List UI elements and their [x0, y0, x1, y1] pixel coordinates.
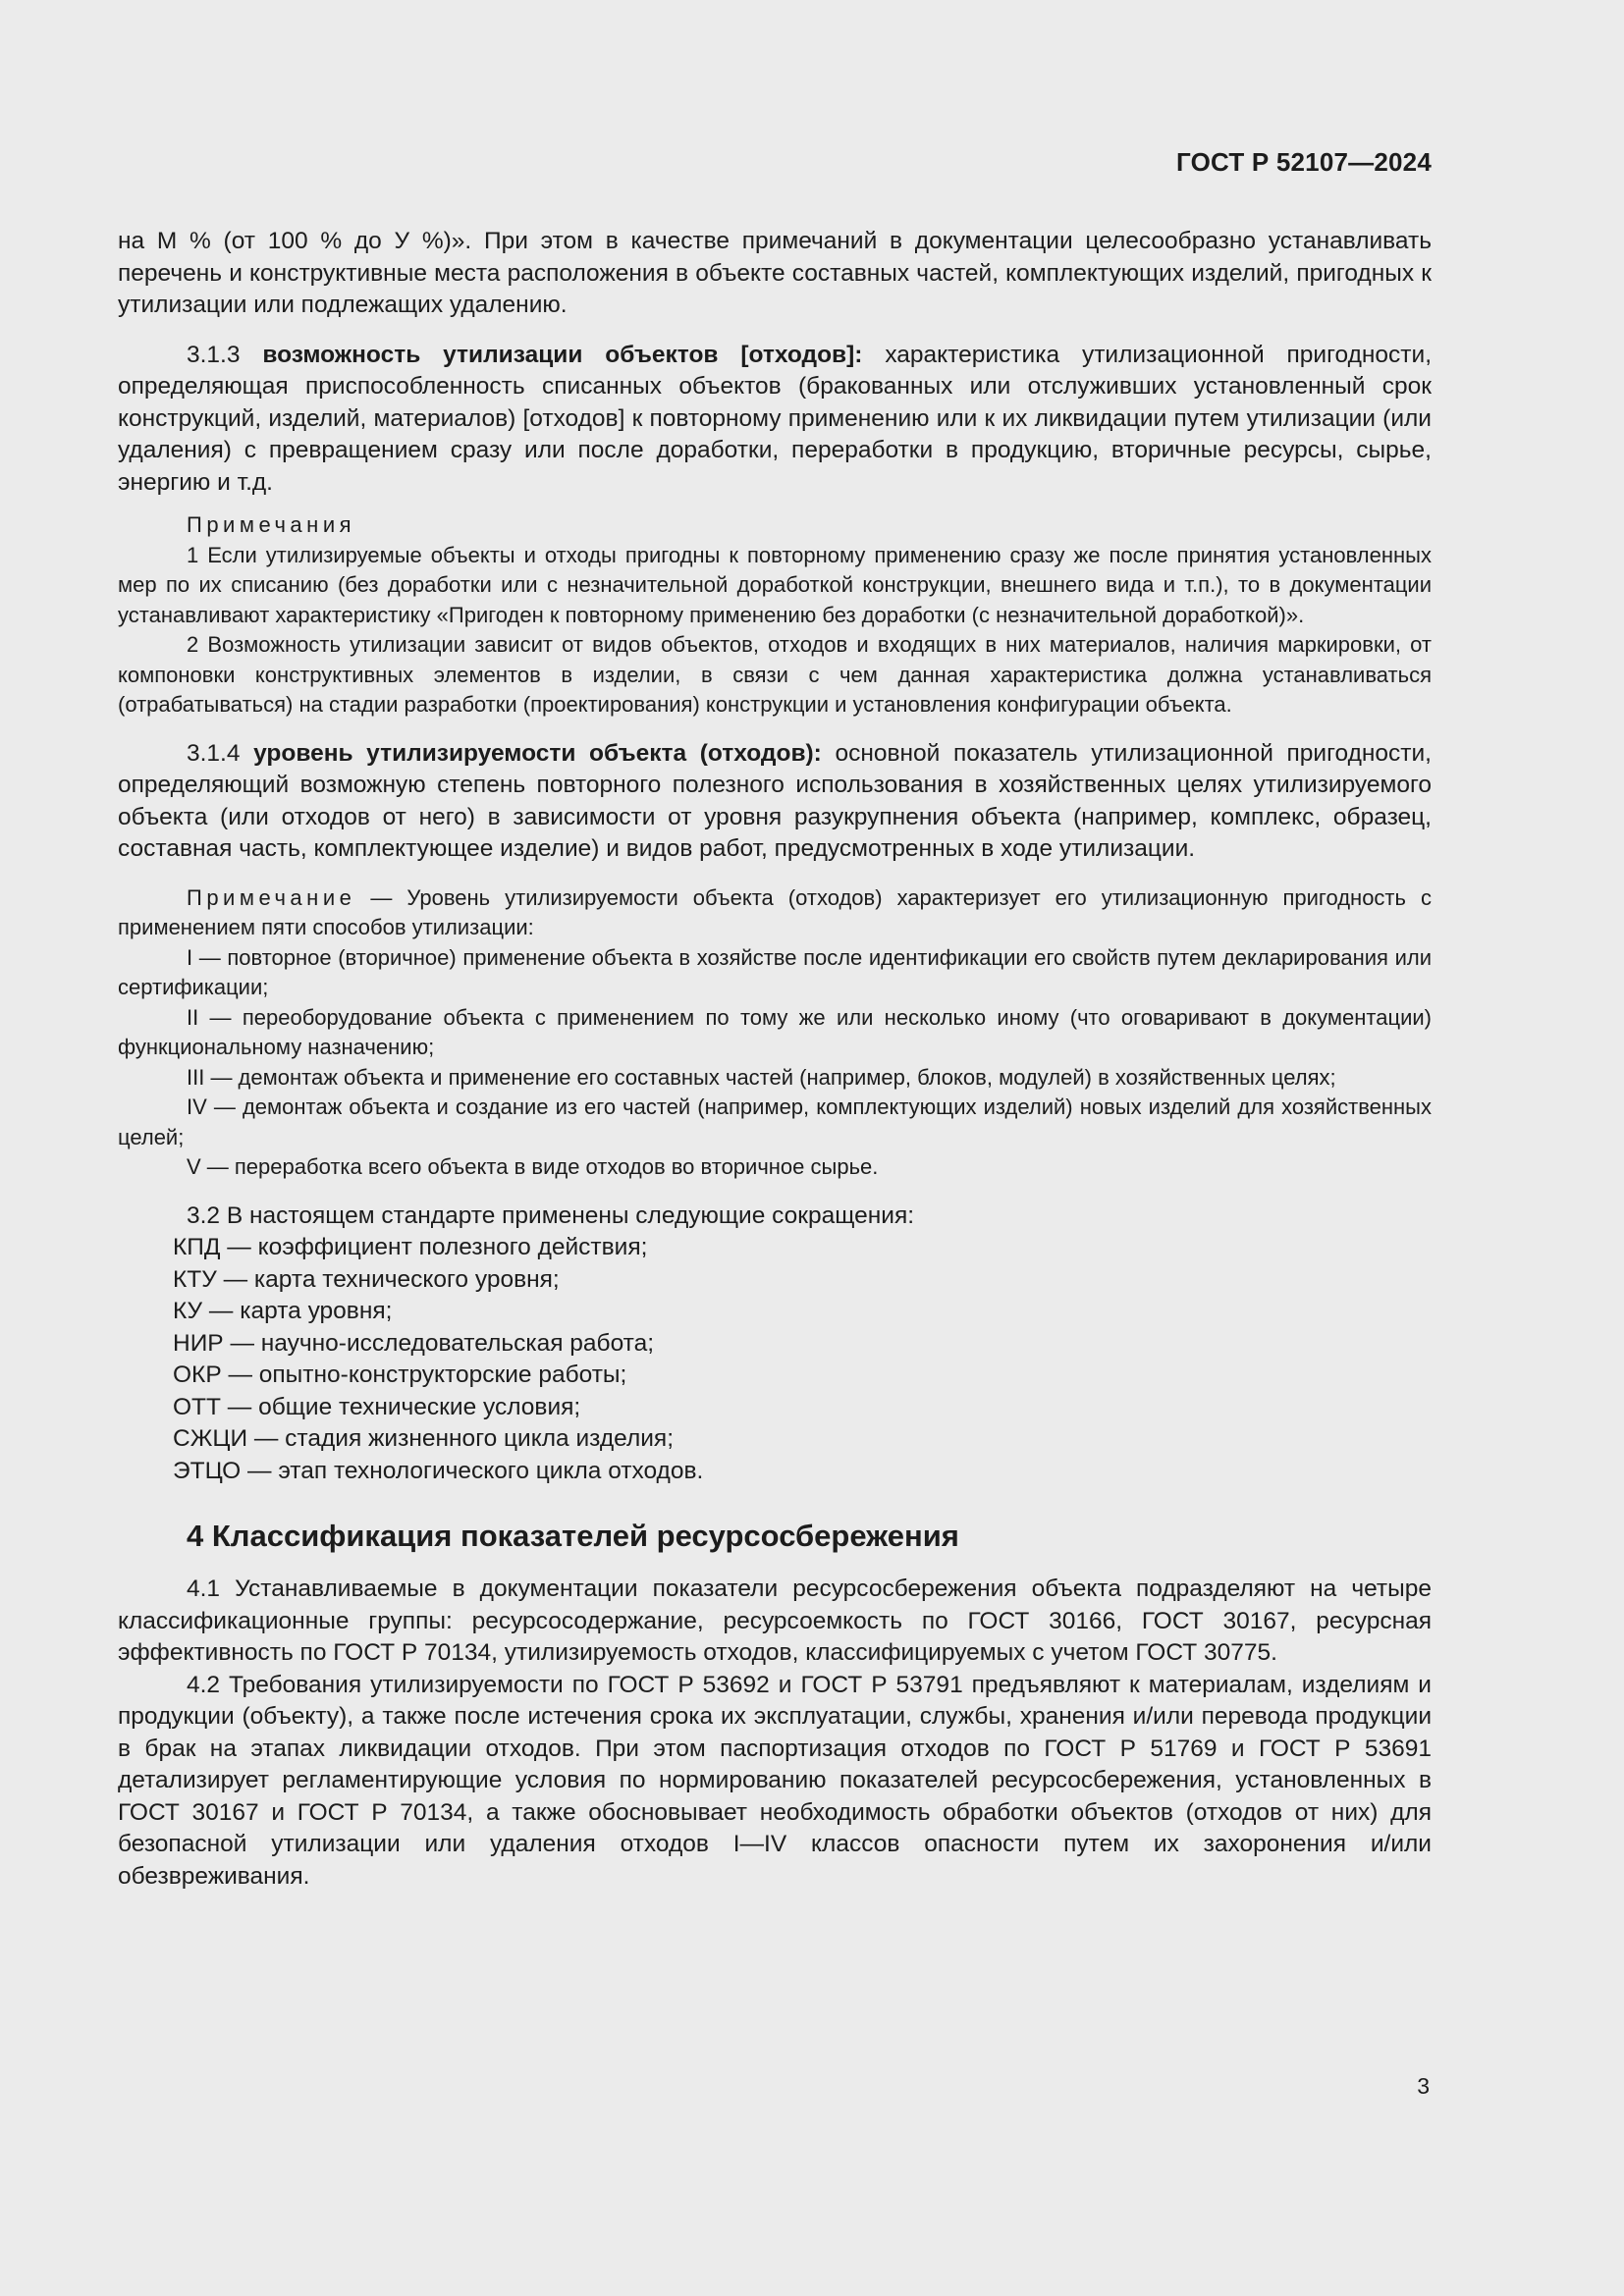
method-item: IV — демонтаж объекта и создание из его частей (например, комплектующих изделий) новых изделий для хозяйственных целей; — [118, 1095, 1432, 1149]
notes-heading: Примечания — [187, 512, 356, 537]
clause-number: 3.1.3 — [187, 341, 241, 368]
abbreviation-item: КПД — коэффициент полезного действия; — [173, 1234, 648, 1260]
page-number: 3 — [1417, 2073, 1430, 2099]
term-heading: уровень утилизируемости объекта (отходов): — [253, 739, 822, 767]
clause-3-1-4 — [118, 738, 1432, 866]
section-4-title: 4 Классификация показателей ресурсосбережения — [187, 1519, 959, 1553]
term-heading: возможность утилизации объектов [отходов]: — [262, 341, 863, 368]
method-item: I — повторное (вторичное) применение объекта в хозяйстве после идентификации его свойств путем декларирования или сертификации; — [118, 944, 1432, 999]
method-item: II — переоборудование объекта с применением по тому же или несколько иному (что оговаривают в документации) функциональному назначению; — [118, 1004, 1432, 1059]
method-item: III — демонтаж объекта и применение его составных частей (например, блоков, модулей) в хозяйственных целях; — [187, 1064, 1336, 1090]
method-item: V — переработка всего объекта в виде отходов во вторичное сырье. — [187, 1154, 879, 1179]
note-text: — Уровень утилизируемости объекта (отходов) характеризует его утилизационную пригодность с применением пяти способов утилизации: — [118, 884, 1432, 939]
note-1: 1 Если утилизируемые объекты и отходы пригодны к повторному применению сразу же после принятия установленных мер по их списанию (без доработки или с незначительной доработкой конструкции, внешнего вида и т.п.), то в документации устанавливают характеристику «Пригоден к повторному применению без доработки (с незначительной доработкой)». — [118, 542, 1432, 627]
clause-text: характеристика утилизационной пригодности, определяющая приспособленность списанных объектов (бракованных или отслуживших установленный срок конструкций, изделий, материалов) [отходов] к повторному применению или к их ликвидации путем утилизации (или удаления) с превращением сразу или после доработки, переработки в продукцию, вторичные ресурсы, сырье, энергию и т.д. — [118, 341, 1433, 496]
clause-3-2-intro: 3.2 В настоящем стандарте применены следующие сокращения: — [187, 1201, 915, 1229]
abbreviation-item: ОКР — опытно-конструкторские работы; — [173, 1362, 627, 1388]
abbreviation-item: КТУ — карта технического уровня; — [173, 1265, 560, 1293]
clause-4-1: 4.1 Устанавливаемые в документации показатели ресурсосбережения объекта подразделяют на четыре классификационные группы: ресурсосодержание, ресурсоемкость по ГОСТ 30166, ГОСТ 30167, ресурсная эффективность по ГОСТ Р 70134, утилизируемость отходов, классифицируемых с учетом ГОСТ 30775. — [118, 1575, 1432, 1666]
note-2: 2 Возможность утилизации зависит от видов объектов, отходов и входящих в них материалов, наличия маркировки, от компоновки конструктивных элементов в изделии, в связи с чем данная характеристика должна устанавливаться (отрабатываться) на стадии разработки (проектирования) конструкции и установления конфигурации объекта. — [118, 632, 1432, 717]
abbreviation-item: КУ — карта уровня; — [173, 1298, 393, 1324]
note-heading: Примечание — [187, 884, 356, 910]
document-body — [118, 226, 1432, 1893]
note-3-1-4 — [118, 883, 1432, 943]
intro-paragraph: на М % (от 100 % до У %)». При этом в качестве примечаний в документации целесообразно устанавливать перечень и конструктивные места расположения в объекте составных частей, комплектующих изделий, пригодных к утилизации или подлежащих удалению. — [118, 228, 1432, 318]
abbreviation-item: ЭТЦО — этап технологического цикла отходов. — [173, 1457, 704, 1484]
clause-4-2: 4.2 Требования утилизируемости по ГОСТ Р 53692 и ГОСТ Р 53791 предъявляют к материалам, изделиям и продукции (объекту), а также после истечения срока их эксплуатации, службы, хранения и/или перевода продукции в брак на этапах ликвидации отходов. При этом паспортизация отходов по ГОСТ Р 51769 и ГОСТ Р 53691 детализирует регламентирующие условия по нормированию показателей ресурсосбережения, установленных в ГОСТ 30167 и ГОСТ Р 70134, а также обосновывает необходимость обработки объектов (отходов от них) для безопасной утилизации или удаления отходов I—IV классов опасности путем их захоронения и/или обезвреживания. — [118, 1671, 1432, 1890]
clause-number: 3.1.4 — [187, 739, 241, 767]
abbreviation-item: СЖЦИ — стадия жизненного цикла изделия; — [173, 1425, 675, 1452]
abbreviation-item: НИР — научно-исследовательская работа; — [173, 1329, 655, 1357]
clause-text: основной показатель утилизационной пригодности, определяющий возможную степень повторного полезного использования в хозяйственных целях утилизируемого объекта (или отходов от него) в зависимости от уровня разукрупнения объекта (например, комплекс, образец, составная часть, комплектующее изделие) и видов работ, предусмотренных в ходе утилизации. — [118, 739, 1432, 862]
clause-3-1-3 — [118, 340, 1432, 500]
document-number: ГОСТ Р 52107—2024 — [1176, 147, 1432, 177]
abbreviation-item: ОТТ — общие технические условия; — [173, 1393, 581, 1420]
